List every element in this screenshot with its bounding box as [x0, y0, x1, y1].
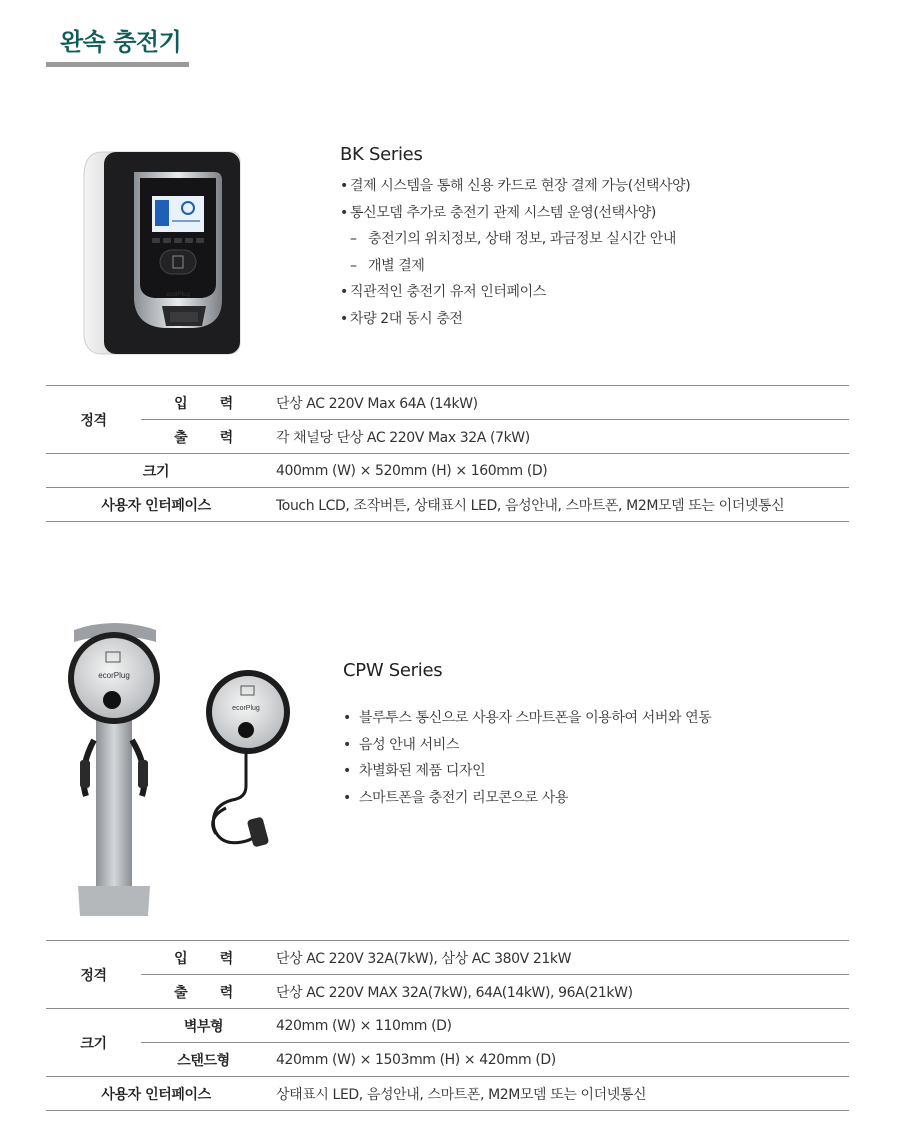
- input-label: 입 력: [141, 941, 266, 975]
- title-underline: [46, 62, 189, 67]
- bk-series-name: BK Series: [340, 144, 423, 165]
- ui-label: 사용자 인터페이스: [46, 1077, 266, 1111]
- size-label: 크기: [46, 1009, 141, 1077]
- bullet: •: [343, 736, 351, 753]
- cpw-wall-charger-image: [202, 668, 298, 852]
- size-value: 400mm (W) × 520mm (H) × 160mm (D): [266, 454, 849, 488]
- table-row: [46, 1077, 849, 1111]
- feature-text: 스마트폰을 충전기 리모콘으로 사용: [359, 789, 569, 806]
- cpw-wall-brand-label: ecorPlug: [232, 705, 260, 712]
- table-row: [46, 975, 849, 1009]
- list-item: [340, 306, 690, 333]
- rating-label: 정격: [46, 941, 141, 1009]
- stand-type-value: 420mm (W) × 1503mm (H) × 420mm (D): [266, 1043, 849, 1077]
- list-item: [343, 705, 711, 732]
- bk-feature-list: [340, 173, 690, 332]
- feature-text: 결제 시스템을 통해 신용 카드로 현장 결제 가능(선택사양): [350, 178, 691, 194]
- page-title: 완속 충전기: [60, 28, 182, 56]
- list-item: [340, 200, 690, 227]
- table-row: [46, 1043, 849, 1077]
- bullet: •: [340, 310, 348, 327]
- feature-text: 충전기의 위치정보, 상태 정보, 과금정보 실시간 안내: [368, 231, 677, 247]
- size-label: 크기: [46, 454, 266, 488]
- input-label: 입 력: [141, 386, 266, 420]
- feature-text: 개별 결제: [368, 257, 425, 274]
- bk-spec-table: [46, 385, 849, 522]
- list-item: [340, 173, 690, 200]
- list-item: [340, 279, 690, 306]
- output-label: 출 력: [141, 975, 266, 1009]
- cpw-stand-charger-image: [64, 620, 164, 918]
- bullet: •: [343, 763, 351, 779]
- input-value: 단상 AC 220V 32A(7kW), 삼상 AC 380V 21kW: [266, 941, 849, 975]
- cpw-series-name: CPW Series: [343, 660, 443, 681]
- wall-type-label: 벽부형: [141, 1009, 266, 1043]
- table-row: [46, 454, 849, 488]
- bullet: •: [343, 789, 351, 806]
- dash: –: [350, 257, 357, 274]
- bullet: •: [340, 204, 348, 221]
- ui-label: 사용자 인터페이스: [46, 488, 266, 522]
- feature-text: 음성 안내 서비스: [359, 736, 459, 753]
- bk-charger-image: [82, 150, 242, 356]
- feature-text: 블루투스 통신으로 사용자 스마트폰을 이용하여 서버와 연동: [359, 710, 712, 726]
- cpw-stand-brand-label: ecorPlug: [98, 671, 130, 680]
- cpw-feature-list: [343, 705, 711, 811]
- table-row: [46, 488, 849, 522]
- bullet: •: [343, 710, 351, 726]
- table-row: [46, 1009, 849, 1043]
- input-value: 단상 AC 220V Max 64A (14kW): [266, 386, 849, 420]
- dash: –: [350, 231, 357, 247]
- feature-text: 차별화된 제품 디자인: [359, 763, 486, 779]
- ui-value: Touch LCD, 조작버튼, 상태표시 LED, 음성안내, 스마트폰, M2M모뎀 또는 이더넷통신: [266, 488, 849, 522]
- output-label: 출 력: [141, 420, 266, 454]
- output-value: 각 채널당 단상 AC 220V Max 32A (7kW): [266, 420, 849, 454]
- stand-type-label: 스탠드형: [141, 1043, 266, 1077]
- table-row: [46, 941, 849, 975]
- bullet: •: [340, 178, 348, 194]
- list-item: [343, 785, 711, 812]
- bullet: •: [340, 284, 348, 300]
- output-value: 단상 AC 220V MAX 32A(7kW), 64A(14kW), 96A(21kW): [266, 975, 849, 1009]
- table-row: [46, 420, 849, 454]
- list-subitem: [340, 226, 690, 253]
- cpw-spec-table: [46, 940, 849, 1111]
- ui-value: 상태표시 LED, 음성안내, 스마트폰, M2M모뎀 또는 이더넷통신: [266, 1077, 849, 1111]
- feature-text: 직관적인 충전기 유저 인터페이스: [350, 284, 546, 300]
- list-subitem: [340, 253, 690, 280]
- feature-text: 차량 2대 동시 충전: [350, 310, 463, 327]
- table-row: [46, 386, 849, 420]
- list-item: [343, 758, 711, 785]
- bk-brand-label: ecorPlug: [166, 292, 190, 298]
- rating-label: 정격: [46, 386, 141, 454]
- wall-type-value: 420mm (W) × 110mm (D): [266, 1009, 849, 1043]
- list-item: [343, 732, 711, 759]
- feature-text: 통신모뎀 추가로 충전기 관제 시스템 운영(선택사양): [350, 204, 656, 221]
